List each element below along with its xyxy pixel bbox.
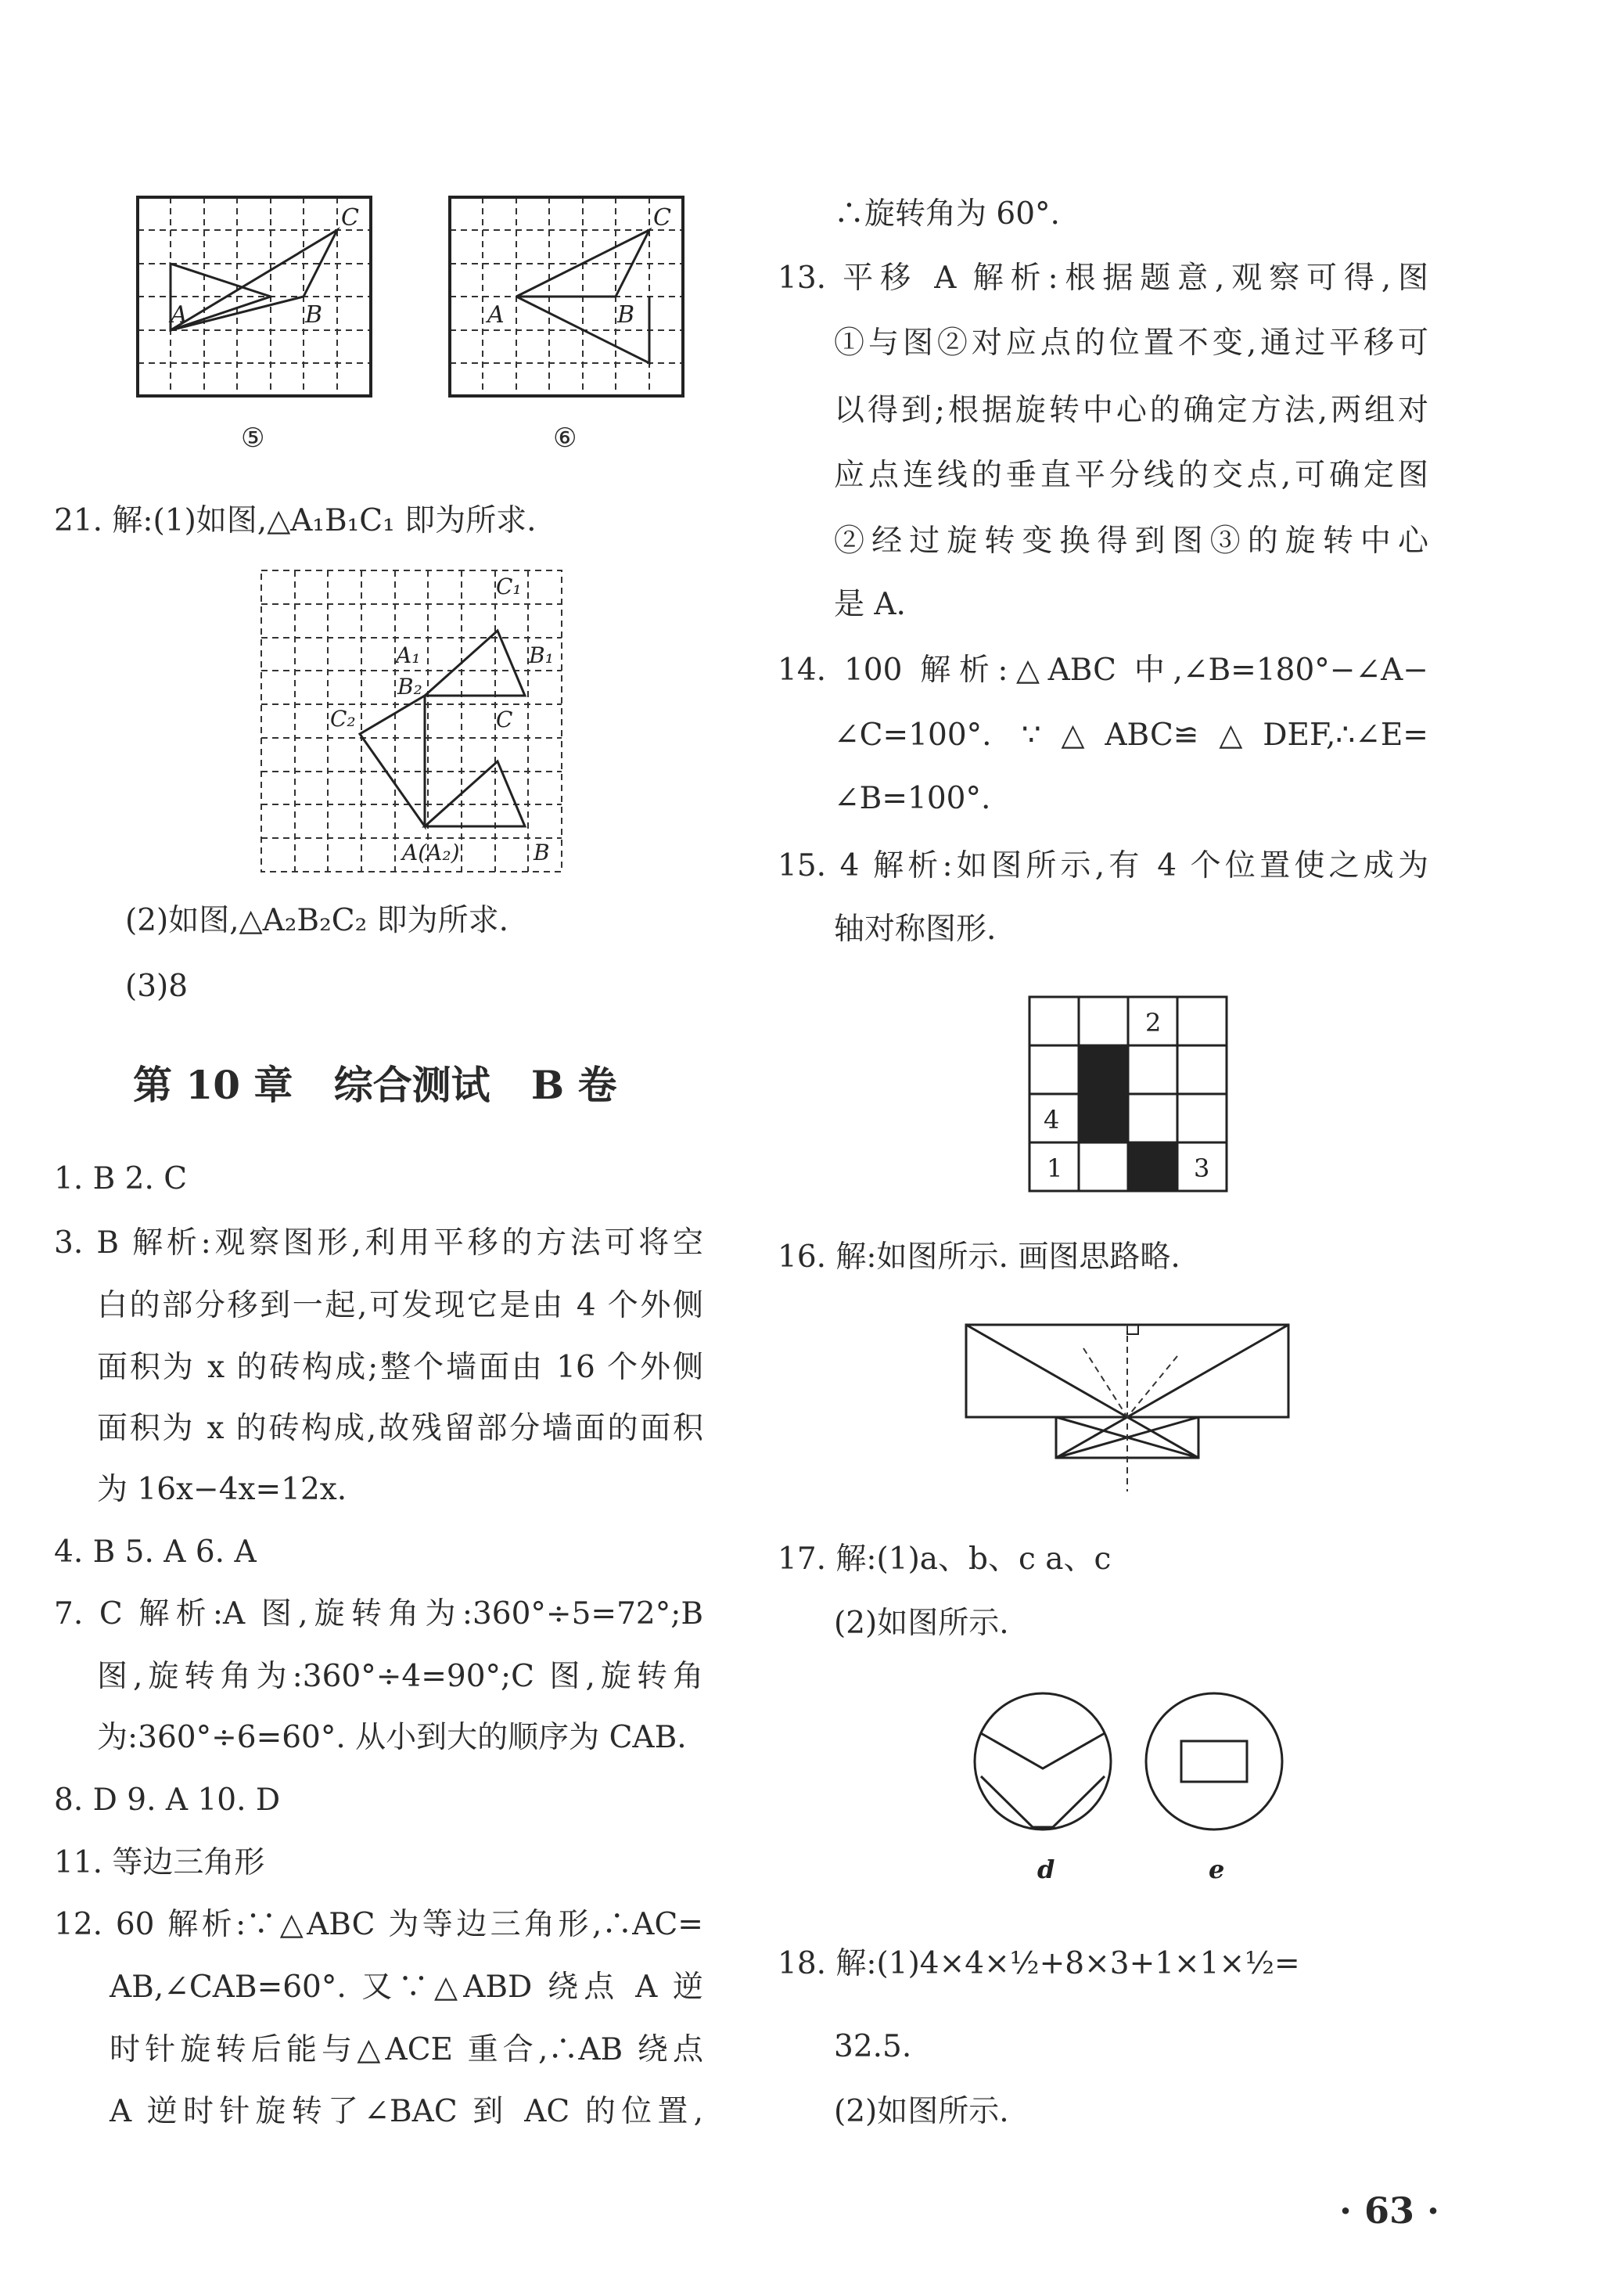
label-B: B — [617, 301, 635, 329]
q7-line: 图,旋转角为:360°÷4=90°;C 图,旋转角 — [97, 1659, 703, 1694]
q7-line: 为:360°÷6=60°. 从小到大的顺序为 CAB. — [97, 1720, 687, 1755]
q12-line: 12. 60 解析:∵△ABC 为等边三角形,∴AC= — [54, 1907, 703, 1942]
label-B: B — [534, 840, 550, 865]
grid-number: 1 — [1047, 1153, 1063, 1183]
q13-line: 以得到;根据旋转中心的确定方法,两组对 — [834, 393, 1428, 428]
label-A-A2: A(A₂) — [402, 840, 460, 865]
answer-11: 11. 等边三角形 — [54, 1845, 265, 1880]
answers-1-2: 1. B 2. C — [54, 1161, 188, 1196]
figure-6-caption: ⑥ — [553, 423, 577, 454]
q21-part3: (3)8 — [125, 969, 189, 1004]
label-B2: B₂ — [397, 674, 422, 700]
q3-line: 面积为 x 的砖构成;整个墙面由 16 个外侧 — [97, 1350, 703, 1385]
q13-line: 13. 平移 A 解析:根据题意,观察可得,图 — [778, 261, 1428, 296]
grid-number: 4 — [1044, 1105, 1060, 1135]
q18-result: 32.5. — [834, 2029, 912, 2064]
label-d: d — [1037, 1855, 1055, 1884]
label-C: C — [341, 204, 359, 232]
figure-17-circles — [970, 1690, 1299, 1894]
q21-part2: (2)如图,△A₂B₂C₂ 即为所求. — [125, 903, 508, 938]
page-number: · 63 · — [1339, 2189, 1440, 2232]
chapter-heading: 第 10 章 综合测试 B 卷 — [133, 1062, 617, 1108]
q17-part2: (2)如图所示. — [834, 1606, 1009, 1641]
q14-line: 14. 100 解析:△ABC 中,∠B=180°−∠A− — [778, 653, 1428, 688]
q14-line: ∠B=100°. — [834, 781, 991, 816]
answers-8-10: 8. D 9. A 10. D — [54, 1783, 281, 1818]
figure-5-caption: ⑤ — [241, 423, 265, 454]
q13-line: ②经过旋转变换得到图③的旋转中心 — [834, 523, 1428, 559]
q15-line: 15. 4 解析:如图所示,有 4 个位置使之成为 — [778, 848, 1428, 883]
label-A1: A₁ — [396, 642, 421, 668]
q12-conclusion: ∴旋转角为 60°. — [834, 196, 1060, 232]
q21-text: 21. 解:(1)如图,△A₁B₁C₁ 即为所求. — [54, 503, 537, 538]
grid-number: 3 — [1194, 1153, 1210, 1183]
figure-21-grid — [261, 570, 562, 872]
label-B: B — [305, 301, 323, 329]
q15-line: 轴对称图形. — [834, 912, 997, 947]
q17-text: 17. 解:(1)a、b、c a、c — [778, 1542, 1112, 1577]
label-e: e — [1209, 1855, 1225, 1884]
q12-line: A 逆时针旋转了∠BAC 到 AC 的位置, — [110, 2094, 703, 2129]
q13-line: 应点连线的垂直平分线的交点,可确定图 — [834, 458, 1428, 493]
grid-number: 2 — [1145, 1008, 1162, 1038]
q3-line: 3. B 解析:观察图形,利用平移的方法可将空 — [54, 1225, 703, 1261]
label-C1: C₁ — [496, 574, 522, 599]
figure-5-grid — [138, 197, 371, 396]
q3-line: 为 16x−4x=12x. — [97, 1472, 347, 1507]
q13-line: ①与图②对应点的位置不变,通过平移可 — [834, 326, 1428, 361]
q18-part2: (2)如图所示. — [834, 2094, 1009, 2129]
q12-line: AB,∠CAB=60°. 又∵△ABD 绕点 A 逆 — [110, 1970, 703, 2005]
label-C2: C₂ — [330, 706, 356, 732]
q3-line: 白的部分移到一起,可发现它是由 4 个外侧 — [97, 1288, 703, 1323]
q18-text: 18. 解:(1)4×4×½+8×3+1×1×½= — [778, 1946, 1300, 1981]
figure-16-drawing — [966, 1325, 1288, 1491]
q12-line: 时针旋转后能与△ACE 重合,∴AB 绕点 — [110, 2032, 703, 2067]
label-A: A — [487, 301, 505, 329]
q14-line: ∠C=100°. ∵△ABC≌△DEF,∴∠E= — [834, 718, 1428, 753]
q16-text: 16. 解:如图所示. 画图思路略. — [778, 1239, 1180, 1275]
figure-6-grid — [450, 197, 683, 396]
figure-15-grid — [1029, 997, 1227, 1191]
answers-4-6: 4. B 5. A 6. A — [54, 1534, 257, 1570]
label-C: C — [496, 707, 513, 732]
label-B1: B₁ — [529, 642, 554, 668]
q3-line: 面积为 x 的砖构成,故残留部分墙面的面积 — [97, 1411, 703, 1446]
label-C: C — [653, 204, 671, 232]
q7-line: 7. C 解析:A 图,旋转角为:360°÷5=72°;B — [54, 1596, 703, 1632]
q13-line: 是 A. — [834, 587, 906, 622]
label-A: A — [171, 301, 188, 329]
